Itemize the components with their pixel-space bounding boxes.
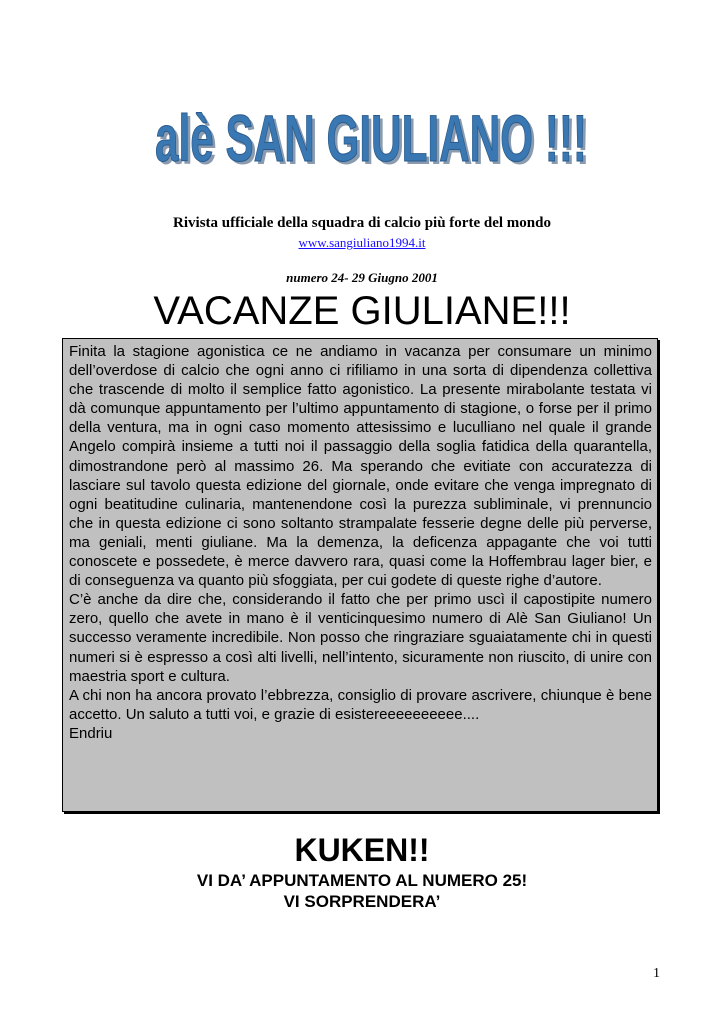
- website-line: [0, 235, 724, 251]
- editorial-signature: Endriu: [69, 724, 113, 742]
- editorial-paragraph: A chi non ha ancora provato l’ebbrezza, consiglio di provare ascrivere, chiunque è bene accetto. Un saluto a tutti voi, e grazie di esistereeeeeeeeee....: [69, 686, 652, 723]
- masthead-title-shadow: alè SAN GIULIANO !!!: [158, 104, 590, 178]
- editorial-box: [62, 338, 658, 812]
- editorial-paragraph: C’è anche da dire che, considerando il fatto che per primo uscì il capostipite numero zero, quello che avete in mano è il venticinquesimo numero di Alè San Giuliano! Un successo veramente incredibile. Non posso che ringraziare sguaiatamente chi in questi numeri si è espresso a così alti livelli, nell’intento, sicuramente non riuscito, di unire con maestria sport e cultura.: [69, 591, 652, 685]
- closing-kuken: KUKEN!!: [294, 832, 430, 868]
- website-link[interactable]: www.sangiuliano1994.it: [298, 235, 426, 250]
- issue-line: numero 24- 29 Giugno 2001: [286, 270, 438, 285]
- headline: VACANZE GIULIANE!!!: [153, 289, 571, 333]
- closing-line-2: VI SORPRENDERA’: [283, 892, 441, 911]
- masthead-logo: [0, 100, 724, 180]
- editorial-paragraph: Finita la stagione agonistica ce ne andiamo in vacanza per consumare un minimo dell’overdose di calcio che ogni anno ci rifiliamo in una sorta di dipendenza collettiva che trascende di molto il semplice fatto agonistico. La presente mirabolante testata vi dà comunque appuntamento per l’ultimo appuntamento di stagione, o forse per il primo della ventura, ma in ogni caso momento attesissimo e luculliano nel quale il grande Angelo compirà insieme a tutti noi il passaggio della soglia fatidica della quarantella, dimostrandone però al massimo 26. Ma sperando che evitiate con accuratezza di lasciare sul tavolo questa edizione del giornale, onde evitare che venga impregnato di ogni beatitudine culinaria, mantenendone così la purezza subliminale, vi prennuncio che in questa edizione ci sono soltanto strampalate fesserie degne delle più perverse, ma geniali, menti giuliane. Ma la demenza, la deficenza appagante che voi tutti conoscete e possedete, è merce davvero rara, quasi come la Hoffembrau lager bier, e di conseguenza va quanto più sfoggiata, per cui godete di queste righe d’autore.: [69, 343, 652, 590]
- closing-line-1: VI DA’ APPUNTAMENTO AL NUMERO 25!: [196, 871, 528, 890]
- page-number: 1: [653, 966, 660, 981]
- magazine-subtitle: Rivista ufficiale della squadra di calcio più forte del mondo: [173, 215, 551, 231]
- closing-tagline: [0, 870, 724, 912]
- masthead-title-art: [0, 100, 724, 180]
- masthead-title: alè SAN GIULIANO !!!: [155, 101, 587, 175]
